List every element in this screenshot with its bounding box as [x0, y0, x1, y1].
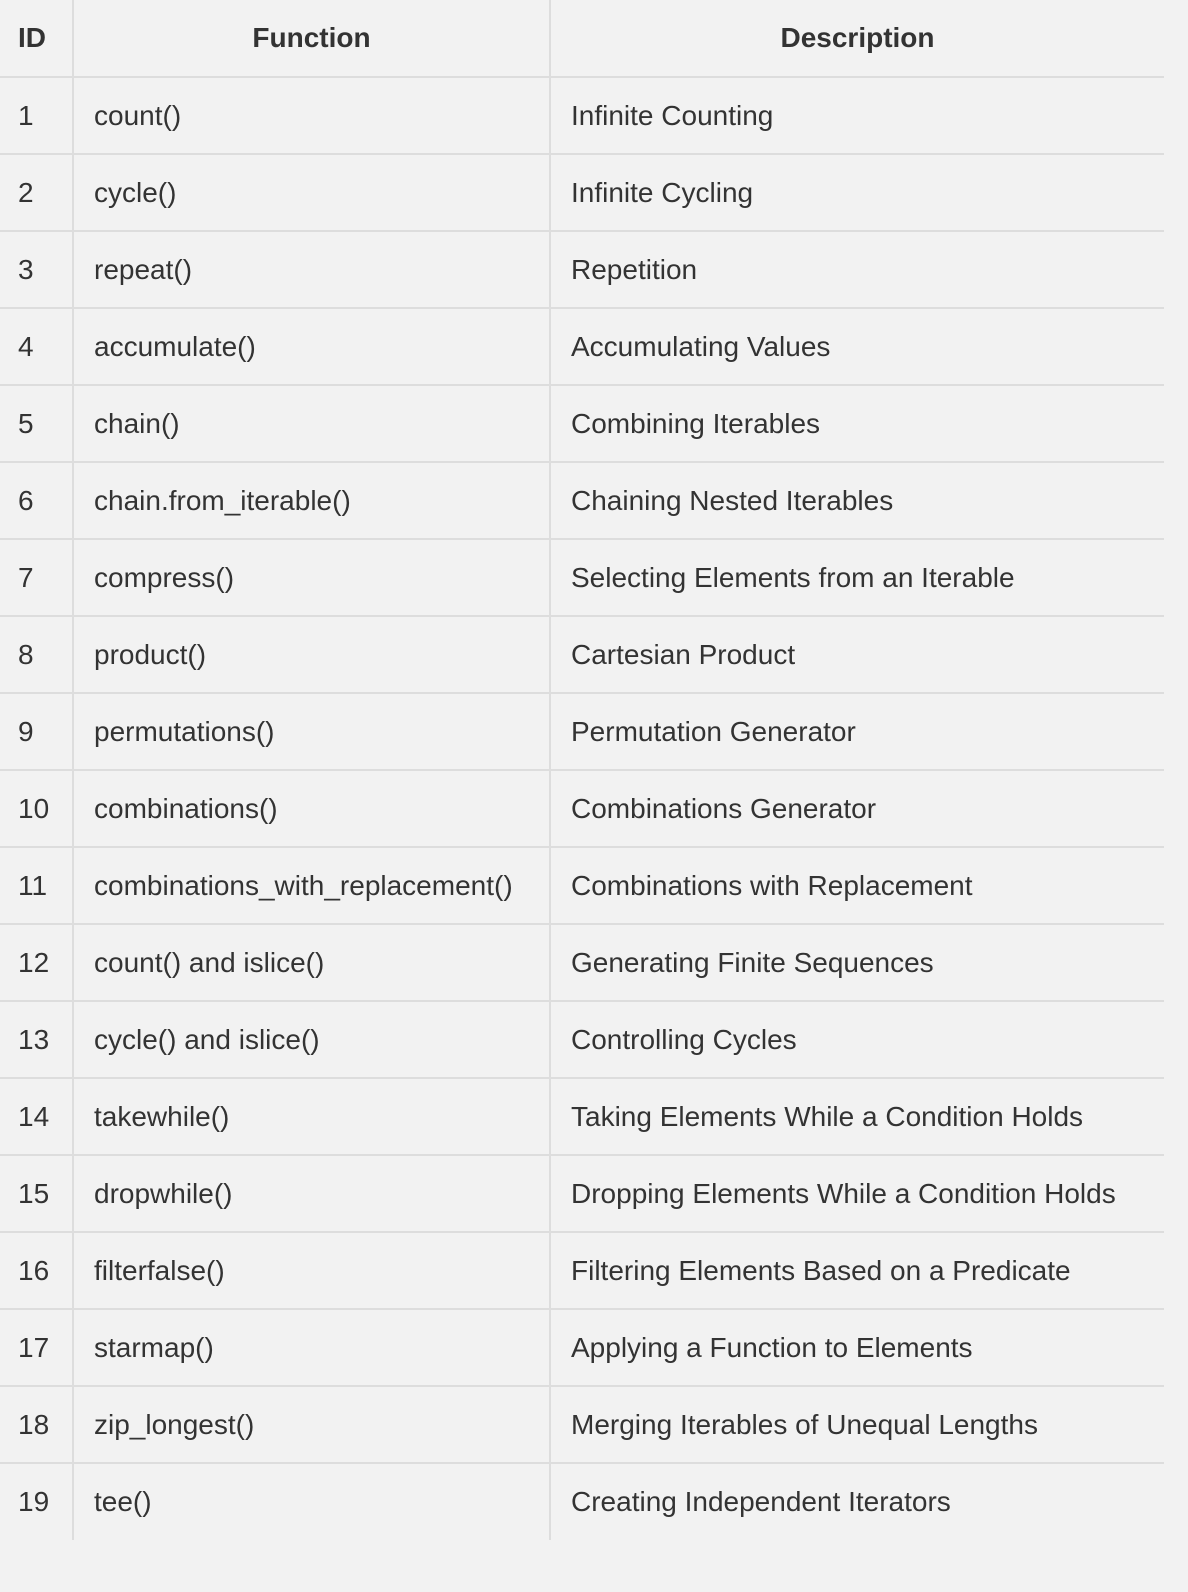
table-row — [0, 1001, 1164, 1078]
table-row — [0, 539, 1164, 616]
row-description-cell: Controlling Cycles — [550, 1001, 1164, 1078]
row-function-cell: repeat() — [73, 231, 550, 308]
row-id-cell: 6 — [0, 462, 73, 539]
row-function-cell: starmap() — [73, 1309, 550, 1386]
table-row — [0, 1078, 1164, 1155]
row-id-cell: 2 — [0, 154, 73, 231]
row-description-cell: Accumulating Values — [550, 308, 1164, 385]
row-description-cell: Infinite Counting — [550, 77, 1164, 154]
row-id-cell: 5 — [0, 385, 73, 462]
row-description-cell: Filtering Elements Based on a Predicate — [550, 1232, 1164, 1309]
row-function-cell: zip_longest() — [73, 1386, 550, 1463]
row-function-cell: takewhile() — [73, 1078, 550, 1155]
table-row — [0, 847, 1164, 924]
row-id-cell: 14 — [0, 1078, 73, 1155]
row-function-cell: product() — [73, 616, 550, 693]
row-description-cell: Generating Finite Sequences — [550, 924, 1164, 1001]
table-row — [0, 1309, 1164, 1386]
row-description-cell: Applying a Function to Elements — [550, 1309, 1164, 1386]
row-id-cell: 16 — [0, 1232, 73, 1309]
row-function-cell: cycle() — [73, 154, 550, 231]
row-description-cell: Infinite Cycling — [550, 154, 1164, 231]
row-function-cell: count() — [73, 77, 550, 154]
table-row — [0, 308, 1164, 385]
row-description-cell: Combining Iterables — [550, 385, 1164, 462]
row-id-cell: 10 — [0, 770, 73, 847]
row-id-cell: 15 — [0, 1155, 73, 1232]
row-function-cell: permutations() — [73, 693, 550, 770]
row-id-cell: 12 — [0, 924, 73, 1001]
row-function-cell: filterfalse() — [73, 1232, 550, 1309]
row-function-cell: chain.from_iterable() — [73, 462, 550, 539]
row-function-cell: compress() — [73, 539, 550, 616]
table-row — [0, 616, 1164, 693]
row-function-cell: chain() — [73, 385, 550, 462]
table-row — [0, 154, 1164, 231]
table-row — [0, 385, 1164, 462]
table-row — [0, 693, 1164, 770]
row-description-cell: Merging Iterables of Unequal Lengths — [550, 1386, 1164, 1463]
row-id-cell: 13 — [0, 1001, 73, 1078]
row-function-cell: cycle() and islice() — [73, 1001, 550, 1078]
row-id-cell: 18 — [0, 1386, 73, 1463]
table-row — [0, 1232, 1164, 1309]
row-description-cell: Cartesian Product — [550, 616, 1164, 693]
table-row — [0, 1386, 1164, 1463]
header-id: ID — [0, 0, 73, 77]
table-row — [0, 924, 1164, 1001]
row-description-cell: Repetition — [550, 231, 1164, 308]
row-description-cell: Permutation Generator — [550, 693, 1164, 770]
row-description-cell: Chaining Nested Iterables — [550, 462, 1164, 539]
row-description-cell: Creating Independent Iterators — [571, 1486, 951, 1517]
row-description-cell: Selecting Elements from an Iterable — [550, 539, 1164, 616]
row-description-cell: Combinations Generator — [550, 770, 1164, 847]
row-function-cell: dropwhile() — [73, 1155, 550, 1232]
row-id-cell: 7 — [0, 539, 73, 616]
header-function: Function — [73, 0, 550, 77]
row-description-cell: Dropping Elements While a Condition Holds — [550, 1155, 1164, 1232]
header-row — [0, 0, 1164, 77]
table-row — [0, 77, 1164, 154]
row-id-cell: 4 — [0, 308, 73, 385]
row-id-cell: 3 — [0, 231, 73, 308]
header-description: Description — [550, 0, 1164, 77]
table-row — [0, 1155, 1164, 1232]
row-id-cell: 9 — [0, 693, 73, 770]
row-id-cell: 8 — [0, 616, 73, 693]
table-row — [0, 1463, 1164, 1540]
row-function-cell: accumulate() — [73, 308, 550, 385]
row-id-cell: 1 — [0, 77, 73, 154]
row-function-cell: count() and islice() — [73, 924, 550, 1001]
row-function-cell: tee() — [73, 1463, 550, 1540]
row-id-cell: 19 — [0, 1463, 73, 1540]
row-function-cell: combinations() — [73, 770, 550, 847]
table-row — [0, 231, 1164, 308]
table-row — [0, 770, 1164, 847]
row-description-cell: Taking Elements While a Condition Holds — [550, 1078, 1164, 1155]
row-description-cell: Combinations with Replacement — [550, 847, 1164, 924]
table-body — [0, 77, 1164, 1540]
row-id-cell: 17 — [0, 1309, 73, 1386]
row-function-cell: combinations_with_replacement() — [73, 847, 550, 924]
row-id-cell: 11 — [0, 847, 73, 924]
table-header — [0, 0, 1164, 77]
table-row — [0, 462, 1164, 539]
